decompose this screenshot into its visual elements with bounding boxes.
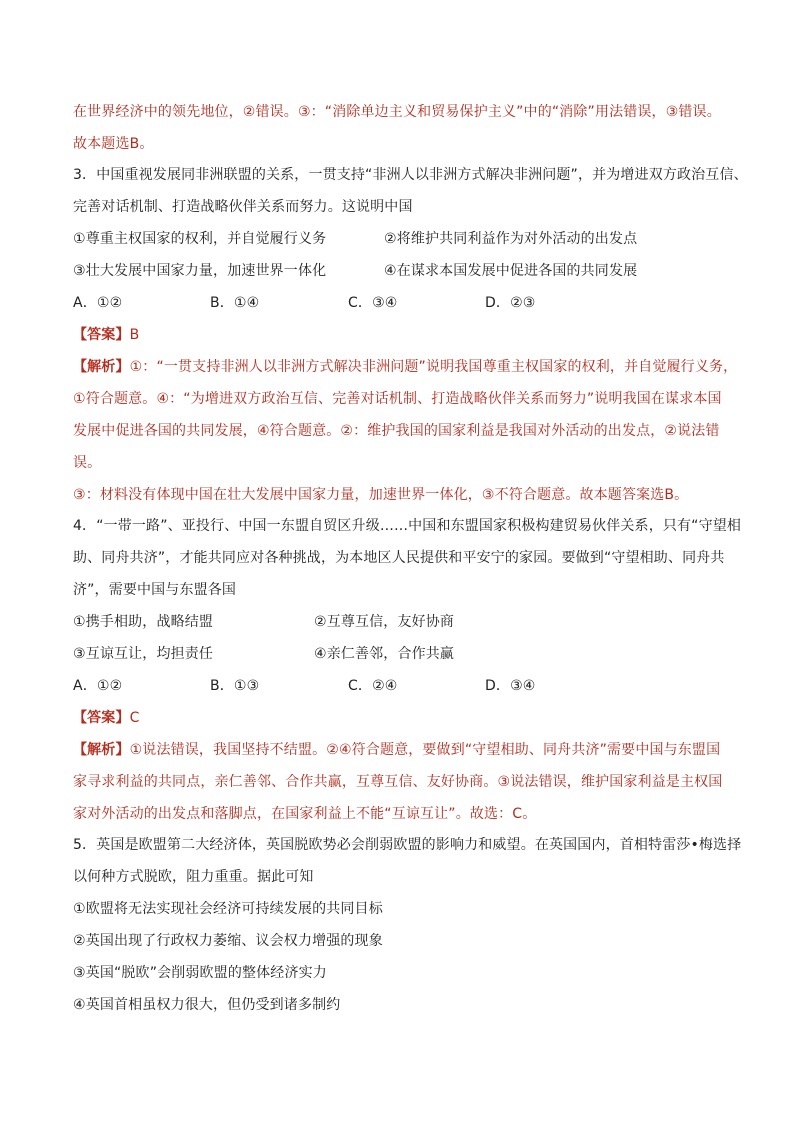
q3-choice-c: C．③④ <box>348 295 398 311</box>
q4-analysis-line-3: 家对外活动的出发点和落脚点，在国家利益上不能“互谅互让”。故选：C。 <box>73 806 537 822</box>
q3-analysis-line-1 <box>73 357 737 377</box>
q3-answer <box>73 325 139 345</box>
q5-option-3: ③英国“脱欧”会削弱欧盟的整体经济实力 <box>73 965 327 981</box>
q3-answer-label: 【答案】 <box>73 327 130 343</box>
q5-stem-line-2: 以何种方式脱欧，阻力重重。据此可知 <box>73 869 314 885</box>
q4-option-4: ④亲仁善邻，合作共赢 <box>314 646 455 662</box>
prev-explanation-line-1: 在世界经济中的领先地位，②错误。③：“消除单边主义和贸易保护主义”中的“消除”用法错误，③错误。 <box>73 104 721 120</box>
q3-choice-d: D．②③ <box>485 295 536 311</box>
prev-explanation-line-2: 故本题选B。 <box>73 136 154 152</box>
q3-analysis-text-1: ①：“一贯支持非洲人以非洲方式解决非洲问题”说明我国尊重主权国家的权利，并自觉履行义务， <box>129 359 738 375</box>
q3-stem-line-1: 3．中国重视发展同非洲联盟的关系，一贯支持“非洲人以非洲方式解决非洲问题”，并为增进双方政治互信、 <box>73 167 748 183</box>
q4-analysis-line-1 <box>73 740 720 760</box>
q4-stem-line-3: 济”，需要中国与东盟各国 <box>73 582 237 598</box>
q4-stem-line-2: 助、同舟共济”，才能共同应对各种挑战，为本地区人民提供和平安宁的家园。要做到“守望相助、同舟共 <box>73 550 725 566</box>
q5-option-1: ①欧盟将无法实现社会经济可持续发展的共同目标 <box>73 901 383 917</box>
q4-analysis-line-2: 家寻求利益的共同点，亲仁善邻、合作共赢，互尊互信、友好协商。③说法错误，维护国家利益是主权国 <box>73 774 723 790</box>
q4-answer-label: 【答案】 <box>73 710 130 726</box>
q3-option-2: ②将维护共同利益作为对外活动的出发点 <box>384 231 638 247</box>
q4-analysis-label: 【解析】 <box>73 742 130 758</box>
q3-option-3: ③壮大发展中国家力量，加速世界一体化 <box>73 263 327 279</box>
q3-choice-b: B．①④ <box>210 295 260 311</box>
q4-option-3: ③互谅互让，均担责任 <box>73 646 214 662</box>
q3-option-4: ④在谋求本国发展中促进各国的共同发展 <box>384 263 638 279</box>
q3-analysis-line-5: ③：材料没有体现中国在壮大发展中国家力量，加速世界一体化，③不符合题意。故本题答案选B。 <box>73 487 689 503</box>
q3-option-1: ①尊重主权国家的权利，并自觉履行义务 <box>73 231 327 247</box>
q4-choice-d: D．③④ <box>485 678 536 694</box>
q4-choice-c: C．②④ <box>348 678 398 694</box>
q3-analysis-line-3: 发展中促进各国的共同发展，④符合题意。②：维护我国的国家利益是我国对外活动的出发点，②说法错 <box>73 423 720 439</box>
q5-option-4: ④英国首相虽权力很大，但仍受到诸多制约 <box>73 997 341 1013</box>
q5-stem-line-1: 5．英国是欧盟第二大经济体，英国脱欧势必会削弱欧盟的影响力和威望。在英国国内，首相特雷莎•梅选择 <box>73 837 742 853</box>
q3-answer-value: B <box>129 327 140 343</box>
q5-option-2: ②英国出现了行政权力萎缩、议会权力增强的现象 <box>73 933 383 949</box>
q4-stem-line-1: 4．“一带一路”、亚投行、中国一东盟自贸区升级……中国和东盟国家积极构建贸易伙伴关系，只有“守望相 <box>73 518 742 534</box>
q3-stem-line-2: 完善对话机制、打造战略伙伴关系而努力。这说明中国 <box>73 199 413 215</box>
q4-option-1: ①携手相助，战略结盟 <box>73 614 214 630</box>
q3-analysis-line-4: 误。 <box>73 455 102 471</box>
q4-answer <box>73 708 140 728</box>
q4-answer-value: C <box>129 710 140 726</box>
q4-choice-a: A．①② <box>73 678 123 694</box>
q4-option-2: ②互尊互信，友好协商 <box>314 614 455 630</box>
q4-analysis-text-1: ①说法错误，我国坚持不结盟。②④符合题意，要做到“守望相助、同舟共济”需要中国与东盟国 <box>129 742 721 758</box>
q3-choice-a: A．①② <box>73 295 123 311</box>
q3-analysis-line-2: ①符合题意。④：“为增进双方政治互信、完善对话机制、打造战略伙伴关系而努力”说明我国在谋求本国 <box>73 391 722 407</box>
q3-analysis-label: 【解析】 <box>73 359 130 375</box>
q4-choice-b: B．①③ <box>210 678 260 694</box>
